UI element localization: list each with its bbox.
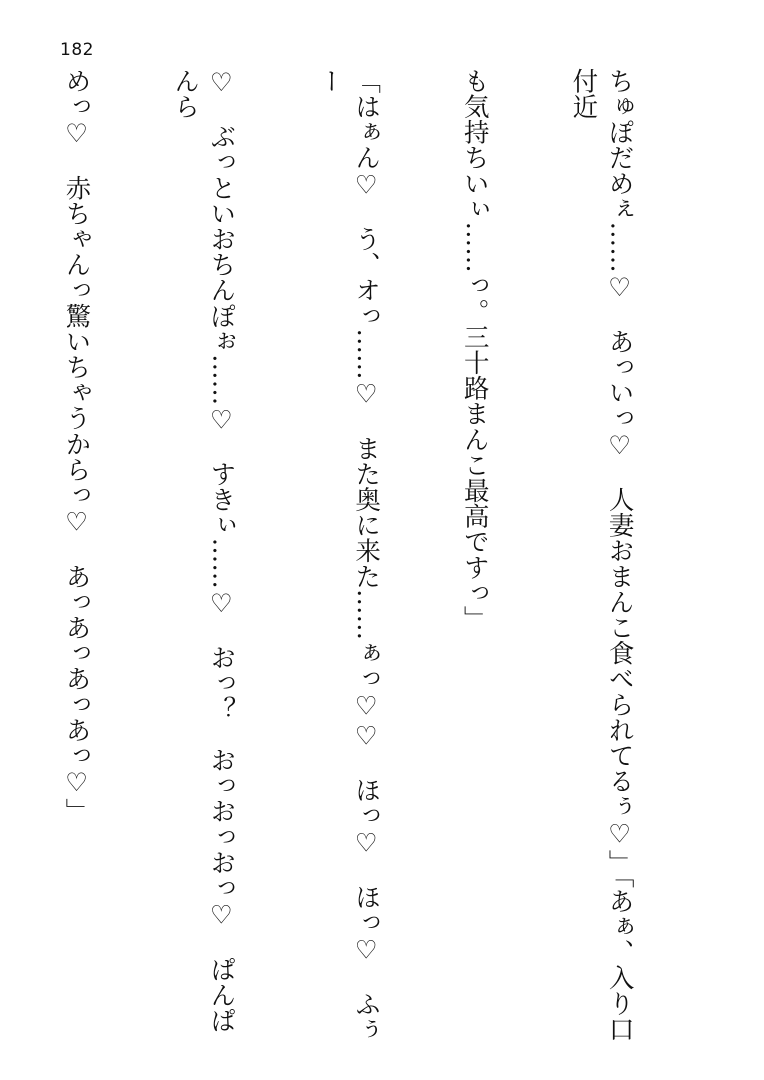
vertical-text-body — [61, 68, 710, 1048]
text-line: ちゅぽだめぇ……♡ あっいっ♡ 人妻おまんこ食べられてるぅ♡」「あぁ、入り口付近 — [568, 68, 635, 1042]
text-line: ♡ ぶっといおちんぽぉ……♡ すきぃ……♡ おっ？ おっおっおっ♡ ぱんぱんら — [170, 68, 237, 1034]
page-number: 182 — [60, 40, 94, 60]
text-line: めっ♡ 赤ちゃんっ驚いちゃうからっ♡ あっあっあっあっ♡」 — [61, 68, 92, 824]
text-line: も気持ちいぃ……っ。三十路まんこ最高ですっ」 — [459, 68, 490, 632]
text-line: 「はぁん♡ う、オっ……♡ また奥に来た……ぁっ♡♡ ほっ♡ ほっ♡ ふぅー — [314, 68, 382, 1043]
